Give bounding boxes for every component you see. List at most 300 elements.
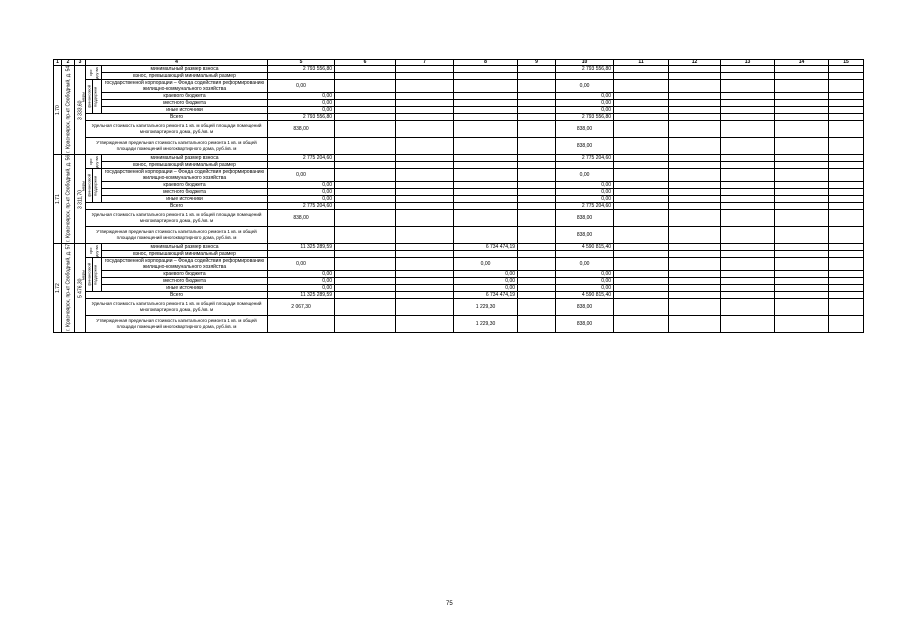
cell-col-9	[518, 73, 556, 80]
col-header-10: 10	[556, 60, 614, 66]
group-number: 1.71	[54, 155, 62, 244]
cell-col-11	[614, 210, 669, 227]
table-row	[54, 100, 864, 107]
cell-col-15	[829, 182, 864, 189]
cell-col-10: 838,00	[556, 138, 614, 155]
cell-col-13	[721, 73, 775, 80]
cell-col-13	[721, 271, 775, 278]
table-row	[54, 227, 864, 244]
cell-col-11	[614, 203, 669, 210]
cell-col-15	[829, 316, 864, 333]
group-number: 1.72	[54, 244, 62, 333]
cell-col-8	[454, 182, 518, 189]
cell-col-14	[775, 196, 829, 203]
cell-col-9	[518, 251, 556, 258]
row-label-unit-cost: Удельная стоимость капитального ремонта 1 кв. м общей площади помещений многоквартирного дома, руб./кв. м	[86, 299, 268, 316]
row-label-total: Всего	[86, 292, 268, 299]
cell-col-12	[669, 299, 721, 316]
cell-col-15	[829, 285, 864, 292]
cell-col-14	[775, 278, 829, 285]
cell-col-12	[669, 227, 721, 244]
cell-col-13	[721, 121, 775, 138]
cell-col-14	[775, 182, 829, 189]
cell-col-14	[775, 100, 829, 107]
cell-col-13	[721, 196, 775, 203]
table-row	[54, 271, 864, 278]
row-label-limit-cost: Утвержденная предельная стоимость капитального ремонта 1 кв. м общей площади помещений многоквартирного дома, руб./кв. м	[86, 316, 268, 333]
col-header-6: 6	[335, 60, 396, 66]
cell-col-6	[335, 121, 396, 138]
cell-col-13	[721, 278, 775, 285]
table-row	[54, 210, 864, 227]
cell-col-10: 0,00	[556, 169, 614, 182]
cell-col-9	[518, 189, 556, 196]
cell-col-11	[614, 107, 669, 114]
cell-col-10: 0,00	[556, 189, 614, 196]
cell-col-15	[829, 210, 864, 227]
cell-col-8	[454, 210, 518, 227]
group-area: 3 333,60	[75, 66, 86, 155]
cell-col-6	[335, 114, 396, 121]
table-row	[54, 251, 864, 258]
cell-col-6	[335, 93, 396, 100]
cell-col-9	[518, 80, 556, 93]
cell-col-14	[775, 210, 829, 227]
cell-col-15	[829, 169, 864, 182]
cell-col-7	[396, 162, 454, 169]
row-label-min: минимальный размер взноса	[102, 244, 268, 251]
cell-col-10: 4 590 815,40	[556, 244, 614, 251]
cell-col-14	[775, 189, 829, 196]
group-area: 3 311,70	[75, 155, 86, 244]
table-row	[54, 278, 864, 285]
cell-col-11	[614, 66, 669, 73]
cell-col-10: 838,00	[556, 299, 614, 316]
cell-col-10: 838,00	[556, 316, 614, 333]
cell-col-9	[518, 107, 556, 114]
cell-col-11	[614, 271, 669, 278]
table-row	[54, 203, 864, 210]
group-address: г. Красноярск, пр-кт Свободный, д. 54	[62, 66, 75, 155]
cell-col-15	[829, 251, 864, 258]
cell-col-15	[829, 80, 864, 93]
cell-col-13	[721, 251, 775, 258]
cell-col-6	[335, 285, 396, 292]
cell-col-13	[721, 169, 775, 182]
cell-col-9	[518, 271, 556, 278]
cell-col-5: 0,00	[268, 196, 335, 203]
cell-col-12	[669, 155, 721, 162]
cell-col-5: 2 775 204,60	[268, 155, 335, 162]
col-header-14: 14	[775, 60, 829, 66]
table-row	[54, 121, 864, 138]
cell-col-8	[454, 100, 518, 107]
group-address: г. Красноярск, пр-кт Свободный, д. 57	[62, 244, 75, 333]
term-label: сро дсу ва	[86, 244, 102, 258]
cell-col-7	[396, 66, 454, 73]
table-row	[54, 299, 864, 316]
cell-col-13	[721, 155, 775, 162]
cell-col-12	[669, 292, 721, 299]
cell-col-14	[775, 227, 829, 244]
cell-col-11	[614, 227, 669, 244]
cell-col-10: 838,00	[556, 210, 614, 227]
cell-col-8	[454, 189, 518, 196]
cell-col-11	[614, 251, 669, 258]
cell-col-5: 2 775 204,60	[268, 203, 335, 210]
cell-col-13	[721, 203, 775, 210]
row-label-inye: иные источники	[102, 285, 268, 292]
row-label-fund: государственной корпорации – Фонда содействия реформированию жилищно-коммунального хозяйства	[102, 80, 268, 93]
cell-col-12	[669, 100, 721, 107]
group-address: г. Красноярск, пр-кт Свободный, д. 56	[62, 155, 75, 244]
cell-col-6	[335, 210, 396, 227]
row-label-exceed: взнос, превышающий минимальный размер	[102, 251, 268, 258]
cell-col-10: 0,00	[556, 271, 614, 278]
cell-col-10: 4 590 815,40	[556, 292, 614, 299]
cell-col-10: 0,00	[556, 93, 614, 100]
row-label-unit-cost: Удельная стоимость капитального ремонта 1 кв. м общей площади помещений многоквартирного дома, руб./кв. м	[86, 210, 268, 227]
row-label-exceed: взнос, превышающий минимальный размер	[102, 162, 268, 169]
cell-col-13	[721, 138, 775, 155]
cell-col-14	[775, 203, 829, 210]
cell-col-11	[614, 169, 669, 182]
table-row	[54, 80, 864, 93]
table-row	[54, 66, 864, 73]
cell-col-13	[721, 93, 775, 100]
table-row	[54, 244, 864, 251]
cell-col-13	[721, 227, 775, 244]
cell-col-7	[396, 316, 454, 333]
cell-col-7	[396, 271, 454, 278]
col-header-15: 15	[829, 60, 864, 66]
cell-col-14	[775, 244, 829, 251]
cell-col-11	[614, 138, 669, 155]
cell-col-10: 2 775 204,60	[556, 155, 614, 162]
cell-col-12	[669, 114, 721, 121]
cell-col-5: 0,00	[268, 278, 335, 285]
col-header-1: 1	[54, 60, 62, 66]
cell-col-8	[454, 107, 518, 114]
cell-col-8	[454, 162, 518, 169]
cell-col-5: 0,00	[268, 271, 335, 278]
cell-col-5: 11 325 289,59	[268, 292, 335, 299]
cell-col-5: 0,00	[268, 100, 335, 107]
cell-col-12	[669, 251, 721, 258]
cell-col-8	[454, 80, 518, 93]
table-row	[54, 169, 864, 182]
cell-col-8	[454, 73, 518, 80]
cell-col-8	[454, 93, 518, 100]
cell-col-15	[829, 203, 864, 210]
col-header-13: 13	[721, 60, 775, 66]
cell-col-14	[775, 258, 829, 271]
cell-col-5: 2 793 556,80	[268, 66, 335, 73]
cell-col-8: 0,00	[454, 278, 518, 285]
cell-col-11	[614, 258, 669, 271]
cell-col-8: 6 734 474,19	[454, 292, 518, 299]
cell-col-6	[335, 73, 396, 80]
cell-col-12	[669, 316, 721, 333]
cell-col-14	[775, 292, 829, 299]
cell-col-11	[614, 162, 669, 169]
cell-col-14	[775, 66, 829, 73]
cell-col-7	[396, 299, 454, 316]
cell-col-7	[396, 244, 454, 251]
cell-col-12	[669, 121, 721, 138]
cell-col-6	[335, 227, 396, 244]
col-header-4: 4	[86, 60, 268, 66]
row-label-fund: государственной корпорации – Фонда содействия реформированию жилищно-коммунального хозяйства	[102, 258, 268, 271]
cell-col-12	[669, 210, 721, 227]
support-label: меры финансовой поддержки	[86, 80, 93, 114]
cell-col-7	[396, 93, 454, 100]
cell-col-7	[396, 138, 454, 155]
cell-col-11	[614, 189, 669, 196]
cell-col-12	[669, 189, 721, 196]
row-label-limit-cost: Утвержденная предельная стоимость капитального ремонта 1 кв. м общей площади помещений многоквартирного дома, руб./кв. м	[86, 138, 268, 155]
cell-col-14	[775, 80, 829, 93]
cell-col-6	[335, 196, 396, 203]
cell-col-9	[518, 299, 556, 316]
cell-col-13	[721, 66, 775, 73]
table-row	[54, 258, 864, 271]
cell-col-5	[268, 138, 335, 155]
cell-col-12	[669, 278, 721, 285]
cell-col-9	[518, 196, 556, 203]
cell-col-8: 6 734 474,19	[454, 244, 518, 251]
cell-col-5: 838,00	[268, 210, 335, 227]
row-label-mestny: местного бюджета	[102, 189, 268, 196]
cell-col-7	[396, 100, 454, 107]
cell-col-10: 2 775 204,60	[556, 203, 614, 210]
cell-col-12	[669, 169, 721, 182]
cell-col-10: 0,00	[556, 107, 614, 114]
cell-col-11	[614, 316, 669, 333]
cell-col-12	[669, 162, 721, 169]
cell-col-5	[268, 162, 335, 169]
cell-col-5	[268, 73, 335, 80]
row-label-min: минимальный размер взноса	[102, 155, 268, 162]
cell-col-15	[829, 227, 864, 244]
cell-col-10: 0,00	[556, 285, 614, 292]
cell-col-11	[614, 93, 669, 100]
cell-col-14	[775, 93, 829, 100]
cell-col-14	[775, 316, 829, 333]
cell-col-8	[454, 203, 518, 210]
cell-col-5: 0,00	[268, 169, 335, 182]
cell-col-10: 2 793 556,80	[556, 66, 614, 73]
cell-col-5: 0,00	[268, 182, 335, 189]
cell-col-5	[268, 316, 335, 333]
cell-col-5: 0,00	[268, 285, 335, 292]
cell-col-7	[396, 210, 454, 227]
cell-col-15	[829, 121, 864, 138]
cell-col-8: 0,00	[454, 271, 518, 278]
cell-col-9	[518, 114, 556, 121]
cell-col-6	[335, 271, 396, 278]
cell-col-5: 0,00	[268, 258, 335, 271]
cell-col-12	[669, 182, 721, 189]
cell-col-15	[829, 292, 864, 299]
cell-col-7	[396, 196, 454, 203]
cell-col-12	[669, 73, 721, 80]
cell-col-9	[518, 258, 556, 271]
cell-col-8	[454, 138, 518, 155]
cell-col-12	[669, 80, 721, 93]
cell-col-6	[335, 100, 396, 107]
cell-col-9	[518, 100, 556, 107]
table-row	[54, 93, 864, 100]
col-header-11: 11	[614, 60, 669, 66]
cell-col-7	[396, 227, 454, 244]
col-header-7: 7	[396, 60, 454, 66]
cell-col-7	[396, 292, 454, 299]
cell-col-11	[614, 80, 669, 93]
table-row	[54, 196, 864, 203]
cell-col-8: 0,00	[454, 285, 518, 292]
cell-col-10: 0,00	[556, 80, 614, 93]
row-label-kraevoy: краевого бюджета	[102, 182, 268, 189]
cell-col-15	[829, 73, 864, 80]
cell-col-5: 838,00	[268, 121, 335, 138]
row-label-limit-cost: Утвержденная предельная стоимость капитального ремонта 1 кв. м общей площади помещений многоквартирного дома, руб./кв. м	[86, 227, 268, 244]
cell-col-9	[518, 210, 556, 227]
cell-col-6	[335, 169, 396, 182]
cell-col-9	[518, 227, 556, 244]
support-label: меры финансовой поддержки	[86, 258, 93, 292]
document-sheet	[53, 59, 849, 333]
cell-col-8	[454, 169, 518, 182]
cell-col-7	[396, 251, 454, 258]
cell-col-13	[721, 182, 775, 189]
cell-col-13	[721, 292, 775, 299]
cell-col-10: 838,00	[556, 121, 614, 138]
cell-col-15	[829, 244, 864, 251]
cell-col-7	[396, 114, 454, 121]
cell-col-6	[335, 80, 396, 93]
cell-col-9	[518, 93, 556, 100]
cell-col-5: 0,00	[268, 189, 335, 196]
cell-col-7	[396, 182, 454, 189]
cell-col-11	[614, 278, 669, 285]
cell-col-14	[775, 285, 829, 292]
cell-col-8	[454, 155, 518, 162]
cell-col-11	[614, 182, 669, 189]
col-header-3: 3	[75, 60, 86, 66]
cell-col-8	[454, 66, 518, 73]
cell-col-7	[396, 189, 454, 196]
table-row	[54, 138, 864, 155]
row-label-total: Всего	[86, 114, 268, 121]
cell-col-9	[518, 121, 556, 138]
cell-col-5: 11 325 289,59	[268, 244, 335, 251]
row-label-inye: иные источники	[102, 107, 268, 114]
col-header-8: 8	[454, 60, 518, 66]
cell-col-11	[614, 155, 669, 162]
term-label: сро дсу ва	[86, 155, 102, 169]
cell-col-14	[775, 271, 829, 278]
cell-col-15	[829, 66, 864, 73]
cell-col-10	[556, 251, 614, 258]
row-label-fund: государственной корпорации – Фонда содействия реформированию жилищно-коммунального хозяйства	[102, 169, 268, 182]
cell-col-7	[396, 169, 454, 182]
cell-col-6	[335, 316, 396, 333]
cell-col-8	[454, 227, 518, 244]
cell-col-14	[775, 138, 829, 155]
cell-col-9	[518, 169, 556, 182]
cell-col-14	[775, 169, 829, 182]
col-header-12: 12	[669, 60, 721, 66]
cell-col-6	[335, 155, 396, 162]
cell-col-12	[669, 196, 721, 203]
support-label: меры финансовой поддержки	[86, 169, 93, 203]
group-area: 5 476,30	[75, 244, 86, 333]
cell-col-8	[454, 121, 518, 138]
cell-col-15	[829, 107, 864, 114]
col-header-2: 2	[62, 60, 75, 66]
cell-col-9	[518, 162, 556, 169]
cell-col-6	[335, 299, 396, 316]
table-row	[54, 316, 864, 333]
page-number: 75	[446, 601, 453, 607]
cell-col-12	[669, 107, 721, 114]
cell-col-13	[721, 162, 775, 169]
cell-col-11	[614, 244, 669, 251]
cell-col-9	[518, 278, 556, 285]
cell-col-13	[721, 100, 775, 107]
cell-col-8	[454, 114, 518, 121]
cell-col-8: 0,00	[454, 258, 518, 271]
cell-col-13	[721, 107, 775, 114]
row-label-mestny: местного бюджета	[102, 278, 268, 285]
cell-col-5: 0,00	[268, 107, 335, 114]
cell-col-13	[721, 258, 775, 271]
cell-col-13	[721, 80, 775, 93]
term-label: сро дсу ва	[86, 66, 102, 80]
cell-col-14	[775, 299, 829, 316]
cell-col-6	[335, 138, 396, 155]
cell-col-13	[721, 189, 775, 196]
cell-col-8: 1 229,30	[454, 316, 518, 333]
cell-col-6	[335, 203, 396, 210]
table-row	[54, 107, 864, 114]
cell-col-15	[829, 196, 864, 203]
cell-col-5: 0,00	[268, 80, 335, 93]
row-label-kraevoy: краевого бюджета	[102, 271, 268, 278]
cell-col-10: 0,00	[556, 196, 614, 203]
cell-col-10: 0,00	[556, 100, 614, 107]
row-label-kraevoy: краевого бюджета	[102, 93, 268, 100]
cell-col-15	[829, 299, 864, 316]
cell-col-6	[335, 189, 396, 196]
cell-col-6	[335, 244, 396, 251]
cell-col-10: 2 793 556,80	[556, 114, 614, 121]
capital-repair-table	[53, 59, 864, 333]
cell-col-12	[669, 258, 721, 271]
cell-col-7	[396, 121, 454, 138]
cell-col-15	[829, 189, 864, 196]
cell-col-7	[396, 278, 454, 285]
cell-col-6	[335, 251, 396, 258]
cell-col-6	[335, 66, 396, 73]
table-row	[54, 189, 864, 196]
cell-col-15	[829, 155, 864, 162]
table-row	[54, 155, 864, 162]
cell-col-13	[721, 299, 775, 316]
row-label-total: Всего	[86, 203, 268, 210]
cell-col-10	[556, 162, 614, 169]
